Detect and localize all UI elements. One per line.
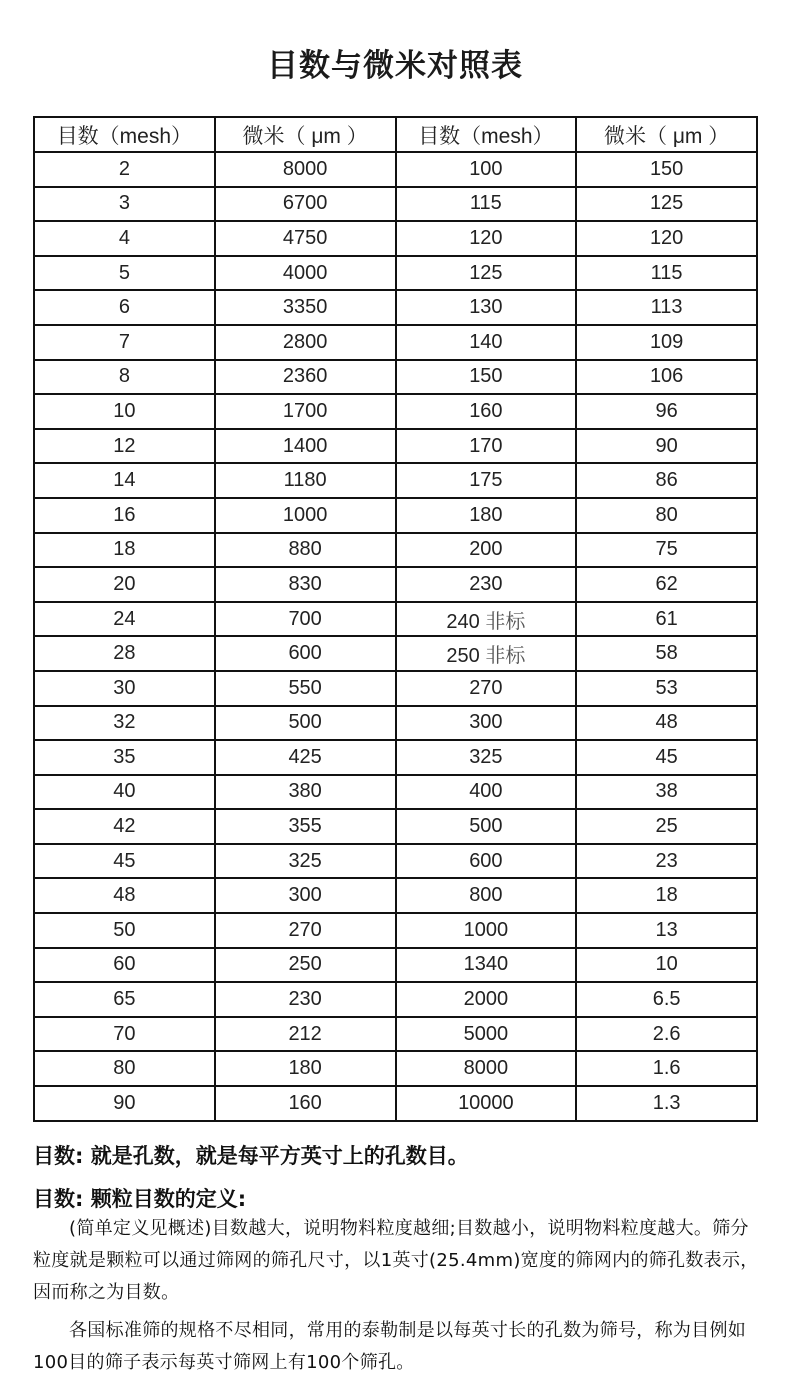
table-row [34,152,757,187]
micron-cell: 270 [215,913,396,948]
micron-cell: 325 [215,844,396,879]
mesh-cell: 270 [396,671,577,706]
nonstandard-note: 非标 [485,645,526,668]
micron-cell: 86 [576,463,757,498]
micron-cell: 115 [576,256,757,291]
mesh-cell: 130 [396,290,577,325]
micron-cell: 62 [576,567,757,602]
micron-cell: 8000 [215,152,396,187]
mesh-cell: 1000 [396,913,577,948]
micron-cell: 18 [576,878,757,913]
definition-heading: 目数: 颗粒目数的定义: [33,1187,247,1211]
table-row [34,775,757,810]
micron-cell: 600 [215,636,396,671]
micron-cell: 4000 [215,256,396,291]
micron-cell: 10 [576,948,757,983]
page-title: 目数与微米对照表 [267,48,523,84]
mesh-cell: 1340 [396,948,577,983]
definition-paragraph-1: (简单定义见概述)目数越大，说明物料粒度越细;目数越小，说明物料粒度越大。筛分粒度就是颗粒可以通过筛网的筛孔尺寸，以1英寸(25.4mm)宽度的筛网内的筛孔数表示，因而称之为目数。 [33,1218,759,1303]
mesh-cell: 8000 [396,1051,577,1086]
mesh-cell: 18 [34,533,215,568]
definition-mesh-holes: 目数: 就是孔数，就是每平方英寸上的孔数目。 [33,1144,469,1168]
micron-cell: 250 [215,948,396,983]
table-row [34,671,757,706]
mesh-cell: 120 [396,221,577,256]
micron-cell: 1700 [215,394,396,429]
mesh-cell: 7 [34,325,215,360]
micron-cell: 58 [576,636,757,671]
micron-cell: 109 [576,325,757,360]
table-row [34,706,757,741]
nonstandard-note: 非标 [485,610,526,633]
table-row [34,948,757,983]
mesh-cell [396,602,577,637]
mesh-value: 250 [446,645,480,668]
mesh-cell: 10 [34,394,215,429]
mesh-cell: 90 [34,1086,215,1121]
mesh-cell: 100 [396,152,577,187]
table-row [34,221,757,256]
micron-cell: 4750 [215,221,396,256]
table-row [34,809,757,844]
mesh-cell: 32 [34,706,215,741]
mesh-cell: 400 [396,775,577,810]
mesh-cell: 4 [34,221,215,256]
micron-cell: 13 [576,913,757,948]
mesh-cell: 45 [34,844,215,879]
micron-cell: 550 [215,671,396,706]
micron-cell: 2360 [215,360,396,395]
table-body [34,152,757,1121]
micron-cell: 80 [576,498,757,533]
mesh-cell: 60 [34,948,215,983]
micron-cell: 48 [576,706,757,741]
mesh-cell: 35 [34,740,215,775]
mesh-cell: 8 [34,360,215,395]
mesh-cell: 160 [396,394,577,429]
mesh-cell: 80 [34,1051,215,1086]
micron-cell: 6700 [215,187,396,222]
micron-cell: 125 [576,187,757,222]
mesh-cell: 65 [34,982,215,1017]
mesh-cell: 6 [34,290,215,325]
header-mesh-2: 目数（mesh） [396,117,577,152]
header-mesh-1: 目数（mesh） [34,117,215,152]
micron-cell: 90 [576,429,757,464]
mesh-cell [396,636,577,671]
table-row [34,187,757,222]
header-micron-1: 微米（ μm ） [215,117,396,152]
micron-cell: 1000 [215,498,396,533]
micron-cell: 96 [576,394,757,429]
micron-cell: 38 [576,775,757,810]
micron-cell: 2.6 [576,1017,757,1052]
mesh-cell: 42 [34,809,215,844]
micron-cell: 3350 [215,290,396,325]
mesh-cell: 170 [396,429,577,464]
table-row [34,602,757,637]
micron-cell: 150 [576,152,757,187]
table-row [34,360,757,395]
micron-cell: 1180 [215,463,396,498]
micron-cell: 120 [576,221,757,256]
mesh-cell: 30 [34,671,215,706]
mesh-cell: 140 [396,325,577,360]
micron-cell: 212 [215,1017,396,1052]
mesh-cell: 70 [34,1017,215,1052]
table-row [34,740,757,775]
mesh-micron-table [33,116,758,1122]
mesh-cell: 48 [34,878,215,913]
micron-cell: 380 [215,775,396,810]
table-row [34,498,757,533]
table-row [34,325,757,360]
table-row [34,567,757,602]
table-row [34,982,757,1017]
table-header-row [34,117,757,152]
mesh-cell: 230 [396,567,577,602]
micron-cell: 300 [215,878,396,913]
table-row [34,394,757,429]
mesh-cell: 12 [34,429,215,464]
micron-cell: 160 [215,1086,396,1121]
micron-cell: 700 [215,602,396,637]
mesh-cell: 5 [34,256,215,291]
micron-cell: 880 [215,533,396,568]
table-row [34,533,757,568]
micron-cell: 106 [576,360,757,395]
mesh-cell: 500 [396,809,577,844]
mesh-cell: 5000 [396,1017,577,1052]
mesh-cell: 115 [396,187,577,222]
mesh-cell: 125 [396,256,577,291]
table-row [34,844,757,879]
micron-cell: 25 [576,809,757,844]
mesh-cell: 175 [396,463,577,498]
micron-cell: 113 [576,290,757,325]
mesh-cell: 800 [396,878,577,913]
table-row [34,290,757,325]
mesh-cell: 2 [34,152,215,187]
micron-cell: 1.6 [576,1051,757,1086]
micron-cell: 1.3 [576,1086,757,1121]
micron-cell: 75 [576,533,757,568]
micron-cell: 53 [576,671,757,706]
micron-cell: 355 [215,809,396,844]
definition-paragraph-2: 各国标准筛的规格不尽相同，常用的泰勒制是以每英寸长的孔数为筛号，称为目例如100目的筛子表示每英寸筛网上有100个筛孔。 [33,1320,747,1373]
mesh-cell: 50 [34,913,215,948]
mesh-cell: 10000 [396,1086,577,1121]
mesh-cell: 28 [34,636,215,671]
header-micron-2: 微米（ μm ） [576,117,757,152]
micron-cell: 500 [215,706,396,741]
table-row [34,1086,757,1121]
mesh-cell: 14 [34,463,215,498]
mesh-cell: 40 [34,775,215,810]
mesh-cell: 300 [396,706,577,741]
micron-cell: 425 [215,740,396,775]
micron-cell: 2800 [215,325,396,360]
table-row [34,463,757,498]
micron-cell: 61 [576,602,757,637]
mesh-cell: 180 [396,498,577,533]
mesh-cell: 3 [34,187,215,222]
table-row [34,878,757,913]
table-row [34,1017,757,1052]
mesh-cell: 20 [34,567,215,602]
mesh-cell: 150 [396,360,577,395]
mesh-cell: 24 [34,602,215,637]
mesh-value: 240 [446,610,480,633]
micron-cell: 45 [576,740,757,775]
micron-cell: 23 [576,844,757,879]
micron-cell: 830 [215,567,396,602]
mesh-cell: 16 [34,498,215,533]
mesh-cell: 325 [396,740,577,775]
micron-cell: 230 [215,982,396,1017]
micron-cell: 180 [215,1051,396,1086]
table-row [34,429,757,464]
table-row [34,256,757,291]
micron-cell: 1400 [215,429,396,464]
table-row [34,636,757,671]
mesh-cell: 200 [396,533,577,568]
table-row [34,913,757,948]
table-row [34,1051,757,1086]
mesh-cell: 2000 [396,982,577,1017]
mesh-cell: 600 [396,844,577,879]
micron-cell: 6.5 [576,982,757,1017]
